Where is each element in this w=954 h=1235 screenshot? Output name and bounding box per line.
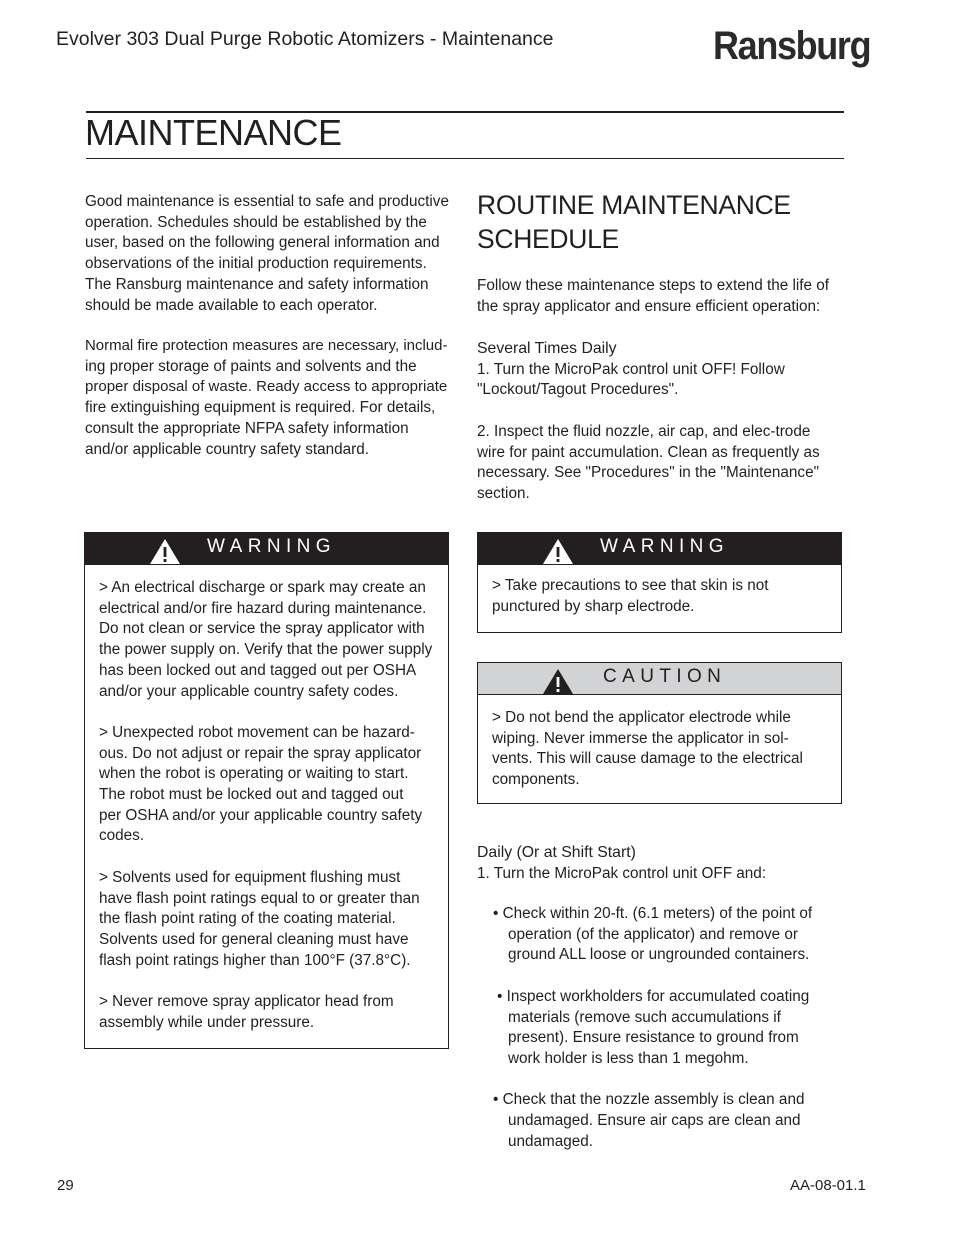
caution-header xyxy=(478,663,841,695)
several-times-daily-section xyxy=(477,339,845,505)
text-line: Follow these maintenance steps to extend the life of xyxy=(477,277,830,294)
warning-box-right xyxy=(477,532,842,633)
text-line: The robot must be locked out and tagged out xyxy=(99,786,404,804)
text-line: Solvents used for general cleaning must have xyxy=(99,930,409,948)
text-line: the spray applicator and ensure efficient operation: xyxy=(477,297,821,315)
text-line: electrical and/or fire hazard during maintenance. xyxy=(99,599,427,617)
text-line: ground ALL loose or ungrounded containers. xyxy=(508,946,810,964)
warning-body xyxy=(99,578,435,1033)
text-line: present). Ensure resistance to ground from xyxy=(508,1029,799,1047)
text-line: > Unexpected robot movement can be hazard- xyxy=(99,723,415,741)
text-line: when the robot is operating or waiting to start. xyxy=(99,765,409,783)
text-line: > Solvents used for equipment flushing must xyxy=(99,868,401,886)
text-line: 2. Inspect the fluid nozzle, air cap, and elec-trode xyxy=(477,422,811,440)
ransburg-logo: Ransburg xyxy=(713,24,871,68)
page-heading: MAINTENANCE xyxy=(85,112,342,153)
text-line: work holder is less than 1 megohm. xyxy=(508,1049,749,1067)
warning-header xyxy=(478,533,841,565)
text-line: the power supply on. Verify that the power supply xyxy=(99,641,433,659)
document-code: AA-08-01.1 xyxy=(790,1177,866,1194)
warning-body xyxy=(492,576,828,617)
text-line: operation. Schedules should be established by the xyxy=(85,213,427,231)
text-line: observations of the initial production requirements. xyxy=(85,255,427,273)
daily-section xyxy=(477,843,845,884)
text-line: necessary. See "Procedures" in the "Maintenance" xyxy=(477,464,820,482)
text-line: wire for paint accumulation. Clean as frequently as xyxy=(477,443,820,461)
list-item: • Inspect workholders for accumulated coating xyxy=(497,987,810,1005)
caution-box xyxy=(477,662,842,804)
text-line: and/or applicable country safety standard. xyxy=(85,440,370,458)
text-line: vents. This will cause damage to the electrical xyxy=(492,750,803,768)
warning-label: WARNING xyxy=(207,536,336,557)
warning-label: WARNING xyxy=(600,536,729,557)
text-line: operation (of the applicator) and remove or xyxy=(508,925,798,943)
text-line: fire extinguishing equipment is required. For details, xyxy=(85,399,436,417)
text-line: user, based on the following general information and xyxy=(85,234,440,252)
warning-triangle-icon xyxy=(541,537,575,565)
text-line: 1. Turn the MicroPak control unit OFF! Follow xyxy=(477,360,785,378)
text-line: undamaged. Ensure air caps are clean and xyxy=(508,1112,801,1130)
text-line: wiping. Never immerse the applicator in sol- xyxy=(492,729,789,747)
text-line: ous. Do not adjust or repair the spray applicator xyxy=(99,744,422,762)
text-line: flash point ratings higher than 100°F (37.8°C). xyxy=(99,951,411,969)
text-line: should be made available to each operator. xyxy=(85,296,378,314)
text-line: has been locked out and tagged out per OSHA xyxy=(99,661,417,679)
section-heading-line: SCHEDULE xyxy=(477,224,619,254)
subheading-several-times-daily: Several Times Daily xyxy=(477,340,617,357)
list-item: • Check that the nozzle assembly is clean and xyxy=(493,1091,805,1109)
caution-body xyxy=(492,708,828,791)
text-line: Normal fire protection measures are necessary, includ- xyxy=(85,337,448,354)
warning-box-left xyxy=(84,532,449,1049)
text-line: undamaged. xyxy=(508,1132,594,1150)
schedule-intro xyxy=(477,276,845,317)
text-line: Do not clean or service the spray applicator with xyxy=(99,620,425,638)
text-line: > Take precautions to see that skin is not xyxy=(492,577,769,594)
text-line: section. xyxy=(477,484,530,502)
text-line: consult the appropriate NFPA safety information xyxy=(85,419,409,437)
list-item: • Check within 20-ft. (6.1 meters) of the point of xyxy=(493,905,813,922)
page-number: 29 xyxy=(57,1177,74,1194)
text-line: the flash point rating of the coating material. xyxy=(99,910,396,928)
text-line: assembly while under pressure. xyxy=(99,1013,315,1031)
document-header-title: Evolver 303 Dual Purge Robotic Atomizers - Maintenance xyxy=(56,28,554,50)
text-line: "Lockout/Tagout Procedures". xyxy=(477,381,679,399)
intro-paragraph xyxy=(85,192,451,316)
text-line: > Never remove spray applicator head from xyxy=(99,993,394,1011)
text-line: have flash point ratings equal to or greater than xyxy=(99,889,420,907)
caution-triangle-icon xyxy=(541,667,575,695)
text-line: codes. xyxy=(99,827,145,845)
warning-header xyxy=(85,533,448,565)
caution-label: CAUTION xyxy=(603,666,727,687)
text-line: The Ransburg maintenance and safety information xyxy=(85,275,429,293)
text-line: components. xyxy=(492,771,580,789)
warning-triangle-icon xyxy=(148,537,182,565)
text-line: > An electrical discharge or spark may create an xyxy=(99,579,426,596)
text-line: > Do not bend the applicator electrode while xyxy=(492,709,791,726)
text-line: ing proper storage of paints and solvents and the xyxy=(85,357,417,375)
text-line: punctured by sharp electrode. xyxy=(492,597,695,615)
fire-protection-paragraph xyxy=(85,336,451,460)
text-line: and/or your applicable country safety codes. xyxy=(99,682,399,700)
subheading-daily: Daily (Or at Shift Start) xyxy=(477,844,636,861)
heading-bottom-rule xyxy=(86,158,844,159)
text-line: 1. Turn the MicroPak control unit OFF and: xyxy=(477,864,767,882)
daily-checklist xyxy=(493,904,845,1152)
text-line: per OSHA and/or your applicable country safety xyxy=(99,806,423,824)
section-heading xyxy=(477,188,791,256)
text-line: Good maintenance is essential to safe and productive xyxy=(85,193,449,210)
section-heading-line: ROUTINE MAINTENANCE xyxy=(477,190,791,220)
text-line: materials (remove such accumulations if xyxy=(508,1008,781,1026)
text-line: proper disposal of waste. Ready access to appropriate xyxy=(85,378,448,396)
